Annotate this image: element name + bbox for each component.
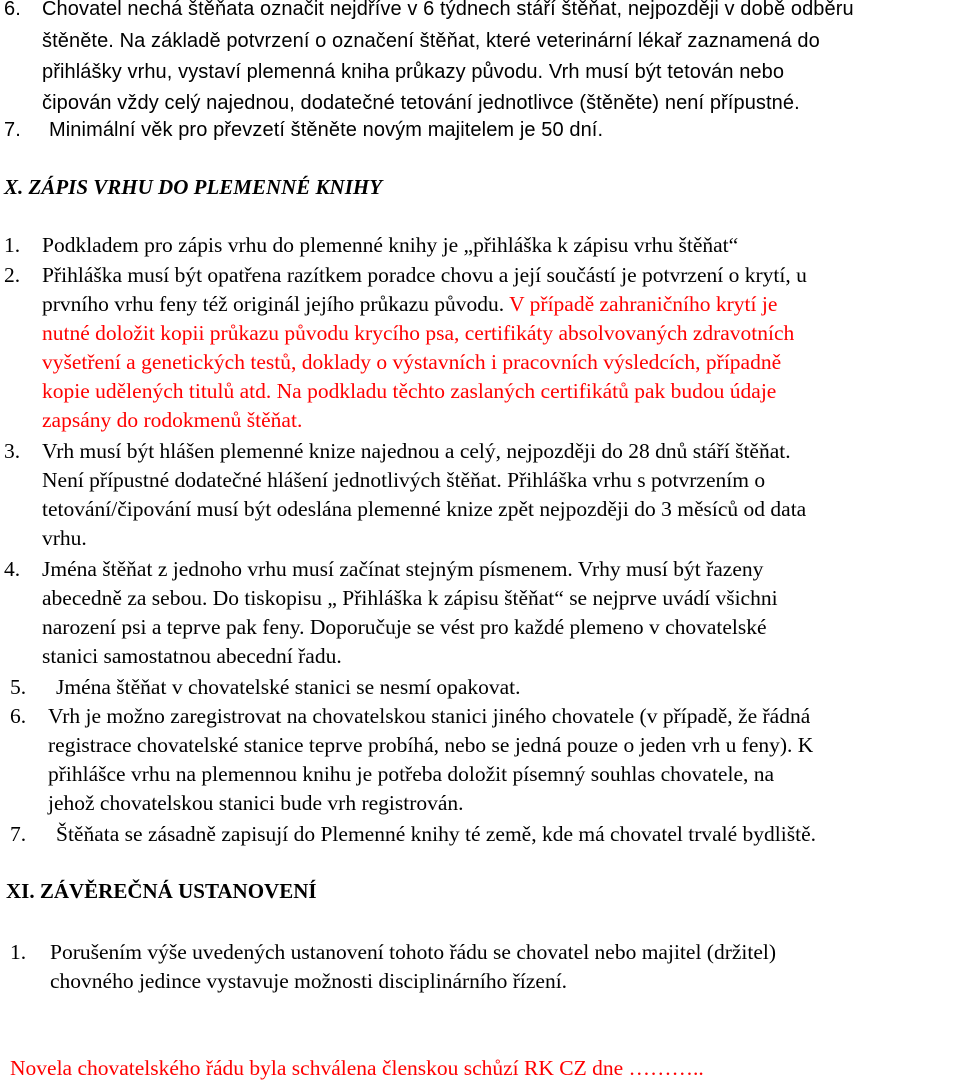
highlighted-line: zapsány do rodokmenů štěňat.: [42, 408, 303, 432]
highlighted-text: V případě zahraničního krytí je: [509, 292, 778, 316]
list-number: 7.: [10, 822, 27, 846]
highlighted-line: [42, 379, 776, 404]
paragraph-line: Chovatel nechá štěňata označit nejdříve v 6 týdnech stáří štěňat, nejpozději v době odběru: [42, 0, 854, 20]
list-number: 3.: [4, 439, 21, 463]
highlighted-line: nutné doložit kopii průkazu původu krycího psa, certifikáty absolvovaných zdravotních: [42, 321, 795, 345]
paragraph-line: Jména štěňat z jednoho vrhu musí začínat stejným písmenem. Vrhy musí být řazeny: [42, 557, 764, 581]
list-number: 4.: [4, 557, 21, 581]
section-heading-x: X. ZÁPIS VRHU DO PLEMENNÉ KNIHY: [4, 175, 383, 199]
paragraph-line: přihlášce vrhu na plemennou knihu je potřeba doložit písemný souhlas chovatele, na: [48, 762, 775, 786]
paragraph-line: Minimální věk pro převzetí štěněte novým majitelem je 50 dní.: [49, 119, 604, 141]
list-number: 1.: [4, 233, 21, 257]
highlighted-text: kopie udělených titulů atd.: [42, 379, 272, 403]
footer-note: Novela chovatelského řádu byla schválena členskou schůzí RK CZ dne ………..: [10, 1056, 704, 1080]
paragraph-line: Vrh je možno zaregistrovat na chovatelskou stanici jiného chovatele (v případě, že řádná: [48, 704, 811, 728]
paragraph-line: stanici samostatnou abecední řadu.: [42, 644, 342, 668]
paragraph-line: Není přípustné dodatečné hlášení jednotlivých štěňat. Přihláška vrhu s potvrzením o: [42, 468, 766, 492]
highlighted-text: Na podkladu těchto zaslaných certifikátů pak budou údaje: [276, 379, 777, 403]
paragraph-line: Vrh musí být hlášen plemenné knize najednou a celý, nejpozději do 28 dnů stáří štěňat.: [42, 439, 791, 463]
list-number: 5.: [10, 675, 27, 699]
list-number: 6.: [4, 0, 21, 20]
highlighted-line: vyšetření a genetických testů, doklady o výstavních i pracovních výsledcích, případně: [42, 350, 782, 374]
text-span: prvního vrhu feny též originál jejího průkazu původu.: [42, 292, 505, 316]
list-number: 6.: [10, 704, 27, 728]
paragraph-line: čipován vždy celý najednou, dodatečné tetování jednotlivce (štěněte) není přípustné.: [42, 92, 800, 114]
paragraph-line: chovného jedince vystavuje možnosti disciplinárního řízení.: [50, 969, 568, 993]
paragraph-line: abecedně za sebou. Do tiskopisu „ Přihláška k zápisu štěňat“ se nejprve uvádí všichni: [42, 586, 778, 610]
paragraph-line: Štěňata se zásadně zapisují do Plemenné knihy té země, kde má chovatel trvalé bydliště.: [56, 822, 817, 846]
paragraph-line: štěněte. Na základě potvrzení o označení štěňat, které veterinární lékař zaznamená do: [42, 30, 820, 52]
section-heading-xi: XI. ZÁVĚREČNÁ USTANOVENÍ: [6, 879, 317, 903]
paragraph-line: Přihláška musí být opatřena razítkem poradce chovu a její součástí je potvrzení o krytí, u: [42, 263, 807, 287]
paragraph-line: tetování/čipování musí být odeslána plemenné knize zpět nejpozději do 3 měsíců od data: [42, 497, 807, 521]
paragraph-line: [42, 292, 777, 317]
paragraph-line: Jména štěňat v chovatelské stanici se nesmí opakovat.: [56, 675, 521, 699]
paragraph-line: jehož chovatelskou stanici bude vrh registrován.: [48, 791, 464, 815]
paragraph-line: narození psi a teprve pak feny. Doporučuje se vést pro každé plemeno v chovatelské: [42, 615, 767, 639]
paragraph-line: vrhu.: [42, 526, 87, 550]
paragraph-line: registrace chovatelské stanice teprve probíhá, nebo se jedná pouze o jeden vrh u feny). K: [48, 733, 814, 757]
list-number: 7.: [4, 119, 21, 141]
list-number: 1.: [10, 940, 27, 964]
list-number: 2.: [4, 263, 21, 287]
paragraph-line: Porušením výše uvedených ustanovení tohoto řádu se chovatel nebo majitel (držitel): [50, 940, 777, 964]
paragraph-line: Podkladem pro zápis vrhu do plemenné knihy je „přihláška k zápisu vrhu štěňat“: [42, 233, 739, 257]
paragraph-line: přihlášky vrhu, vystaví plemenná kniha průkazy původu. Vrh musí být tetován nebo: [42, 61, 785, 83]
